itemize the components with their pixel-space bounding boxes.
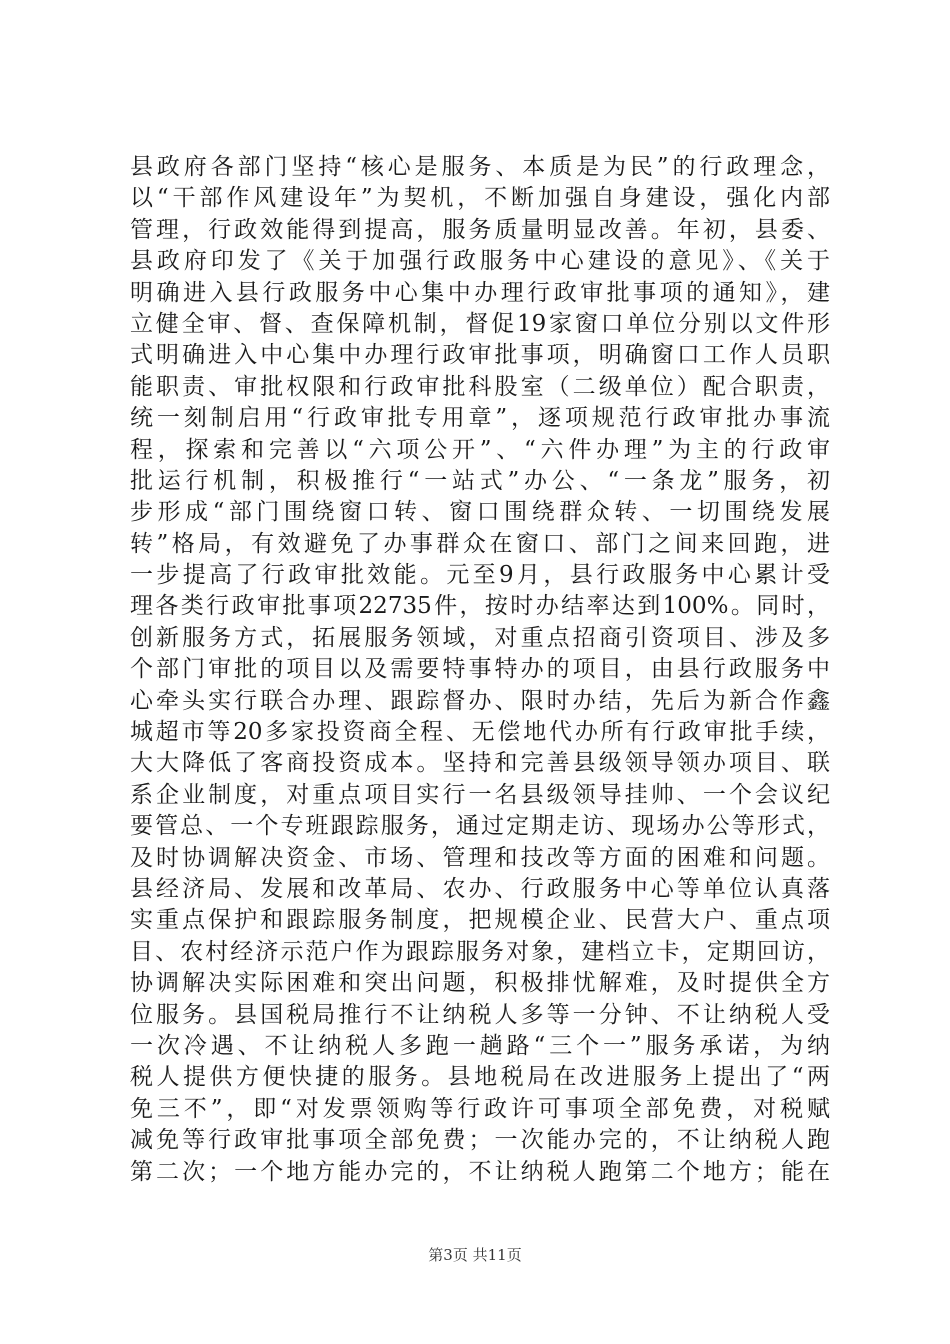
text-line: 能职责、审批权限和行政审批科股室（二级单位）配合职责， — [130, 373, 830, 400]
text-line: 位服务。县国税局推行不让纳税人多等一分钟、不让纳税人受 — [130, 1001, 830, 1028]
text-line: 第二次；一个地方能办完的，不让纳税人跑第二个地方；能在 — [130, 1158, 830, 1185]
text-line: 城超市等20多家投资商全程、无偿地代办所有行政审批手续， — [130, 719, 830, 746]
text-line: 县政府印发了《关于加强行政服务中心建设的意见》、《关于 — [130, 248, 830, 275]
text-line: 管理，行政效能得到提高，服务质量明显改善。年初，县委、 — [130, 216, 830, 243]
text-line: 程，探索和完善以“六项公开”、“六件办理”为主的行政审 — [130, 436, 830, 463]
text-line: 协调解决实际困难和突出问题，积极排忧解难，及时提供全方 — [130, 970, 830, 997]
text-line: 明确进入县行政服务中心集中办理行政审批事项的通知》，建 — [130, 279, 830, 306]
text-line: 要管总、一个专班跟踪服务，通过定期走访、现场办公等形式， — [130, 813, 830, 840]
text-line: 实重点保护和跟踪服务制度，把规模企业、民营大户、重点项 — [130, 907, 830, 934]
text-line: 减免等行政审批事项全部免费；一次能办完的，不让纳税人跑 — [130, 1127, 830, 1154]
text-line: 创新服务方式，拓展服务领域，对重点招商引资项目、涉及多 — [130, 624, 830, 651]
text-line: 大大降低了客商投资成本。坚持和完善县级领导领办项目、联 — [130, 750, 830, 777]
body-text — [130, 152, 830, 1188]
text-line: 县政府各部门坚持“核心是服务、本质是为民”的行政理念， — [130, 154, 830, 180]
text-line: 一步提高了行政审批效能。元至9月，县行政服务中心累计受 — [130, 562, 830, 589]
text-line: 理各类行政审批事项22735件，按时办结率达到100%。同时， — [130, 593, 830, 620]
text-line: 步形成“部门围绕窗口转、窗口围绕群众转、一切围绕发展 — [130, 499, 830, 526]
page-number-footer: 第3页 共11页 — [428, 1246, 522, 1264]
text-line: 系企业制度，对重点项目实行一名县级领导挂帅、一个会议纪 — [130, 781, 830, 808]
text-line: 个部门审批的项目以及需要特事特办的项目，由县行政服务中 — [130, 656, 830, 683]
text-line: 立健全审、督、查保障机制，督促19家窗口单位分别以文件形 — [130, 310, 830, 337]
text-line: 式明确进入中心集中办理行政审批事项，明确窗口工作人员职 — [130, 342, 830, 369]
text-line: 统一刻制启用“行政审批专用章”，逐项规范行政审批办事流 — [130, 405, 830, 432]
text-line: 转”格局，有效避免了办事群众在窗口、部门之间来回跑，进 — [130, 530, 830, 557]
text-line: 及时协调解决资金、市场、管理和技改等方面的困难和问题。 — [130, 844, 830, 871]
text-line: 心牵头实行联合办理、跟踪督办、限时办结，先后为新合作鑫 — [130, 687, 830, 714]
text-line: 一次冷遇、不让纳税人多跑一趟路“三个一”服务承诺，为纳 — [130, 1032, 830, 1059]
text-line: 免三不”，即“对发票领购等行政许可事项全部免费，对税赋 — [130, 1095, 830, 1122]
text-line: 批运行机制，积极推行“一站式”办公、“一条龙”服务，初 — [130, 467, 830, 494]
text-line: 税人提供方便快捷的服务。县地税局在改进服务上提出了“两 — [130, 1064, 830, 1091]
text-line: 目、农村经济示范户作为跟踪服务对象，建档立卡，定期回访， — [130, 938, 830, 965]
text-line: 以“干部作风建设年”为契机，不断加强自身建设，强化内部 — [130, 185, 830, 212]
text-line: 县经济局、发展和改革局、农办、行政服务中心等单位认真落 — [130, 875, 830, 902]
